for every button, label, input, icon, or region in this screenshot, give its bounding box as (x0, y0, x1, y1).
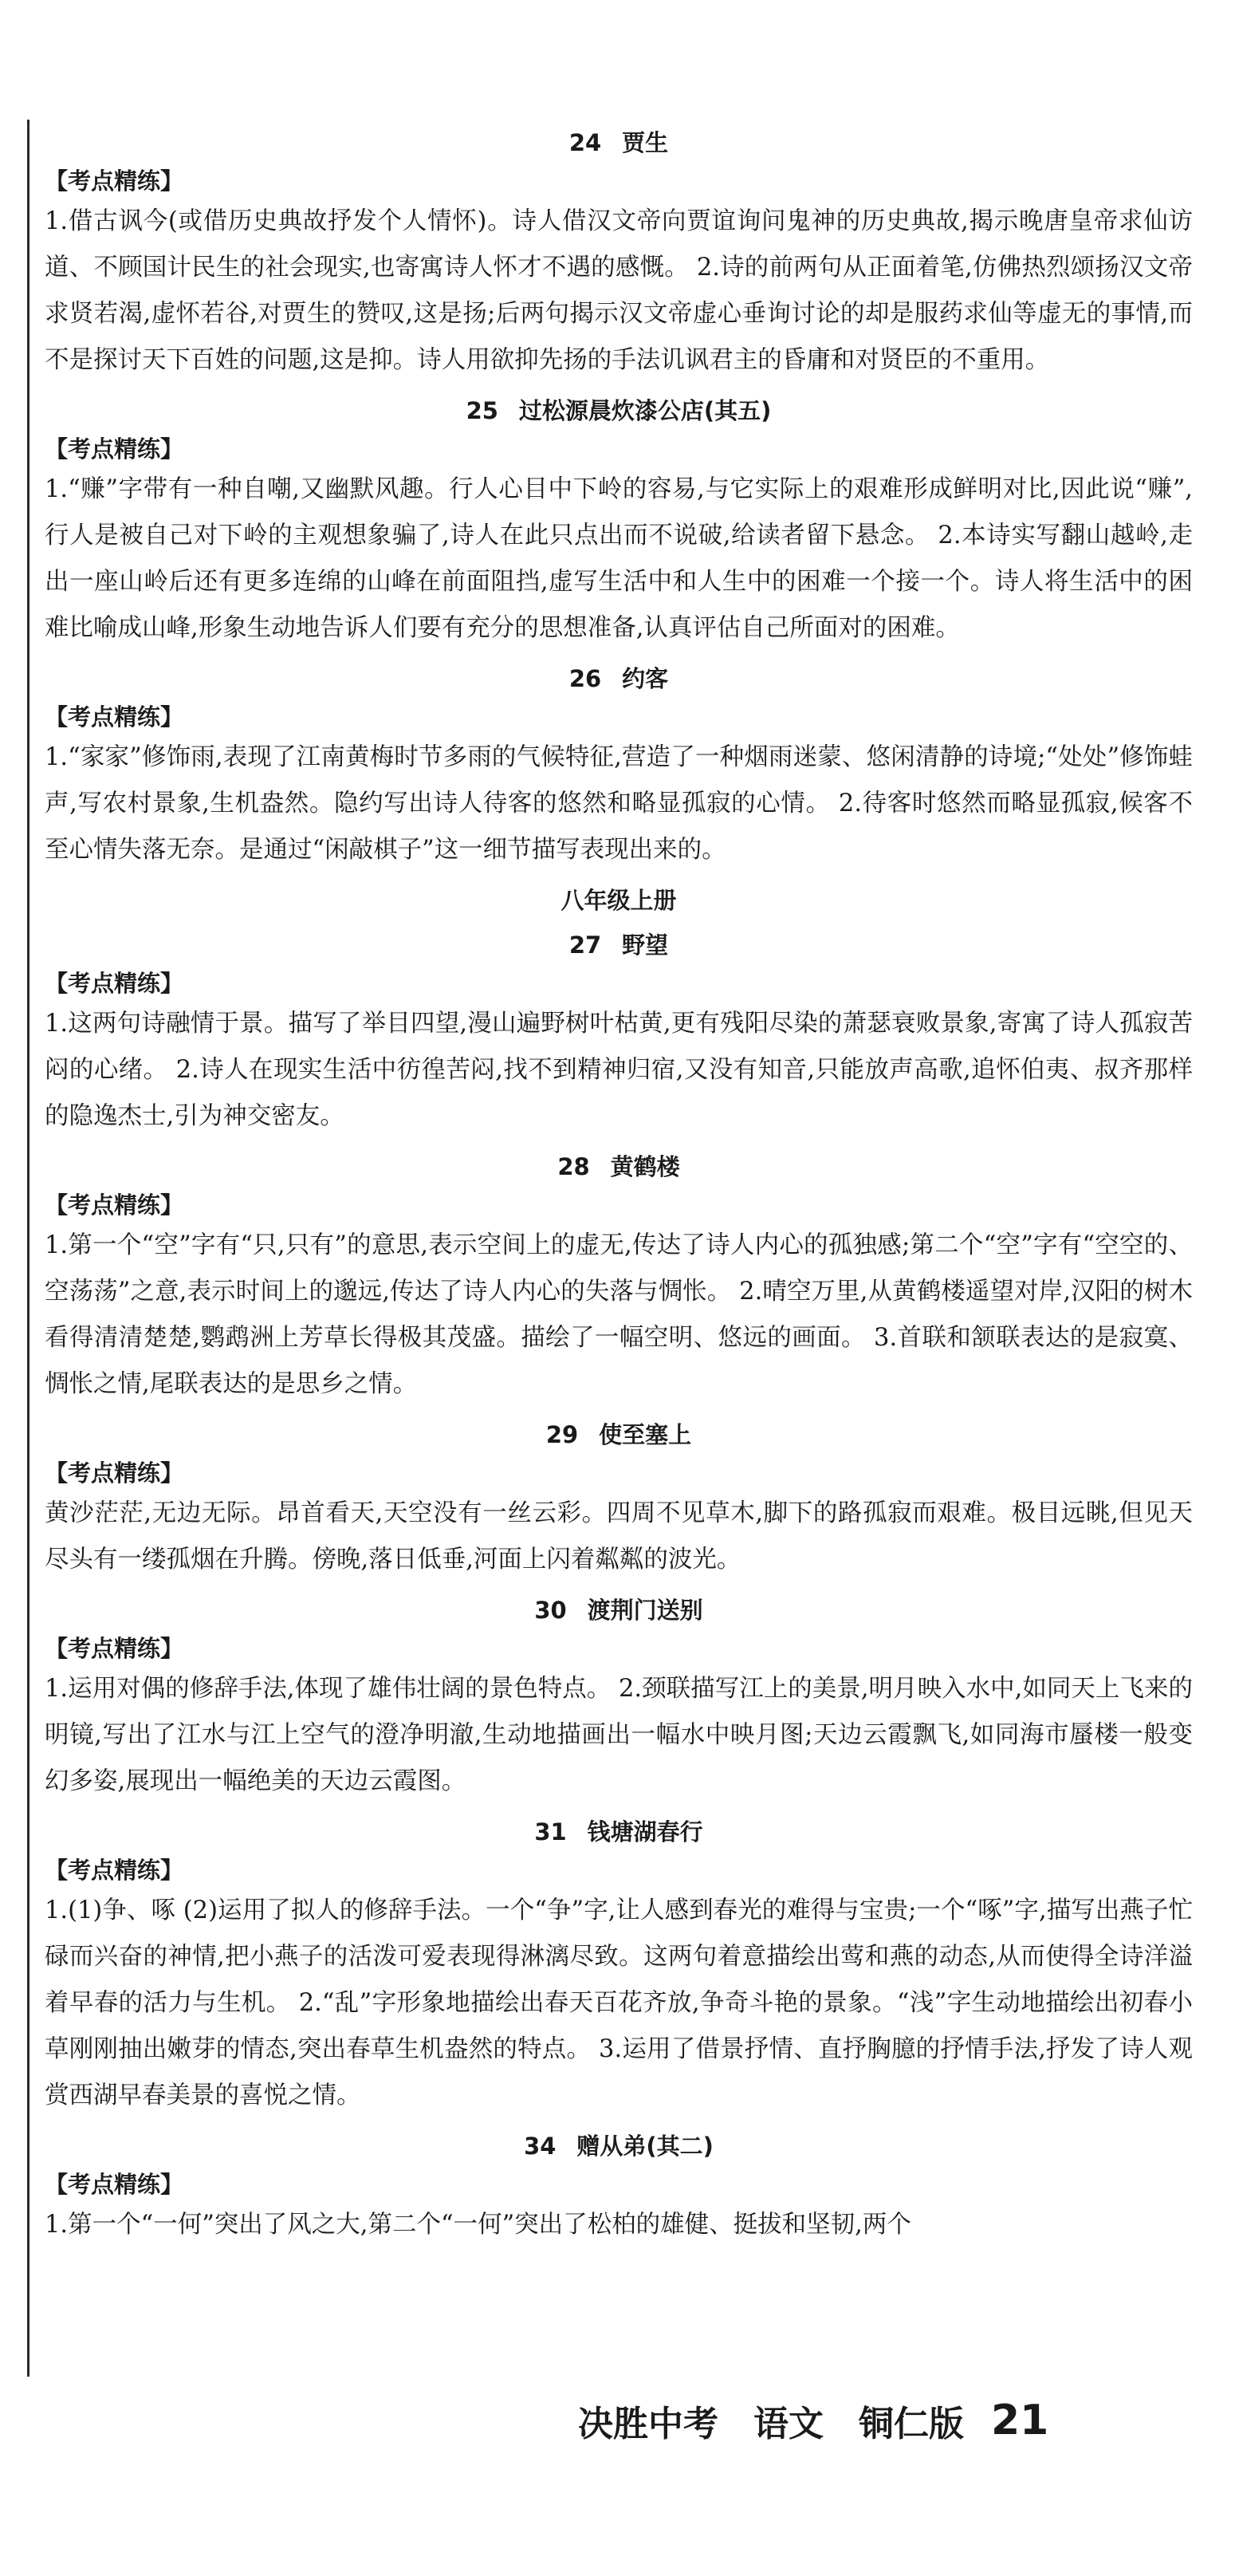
section-tag: 【考点精练】 (45, 2171, 184, 2198)
section-title: 31 钱塘湖春行 (534, 1818, 703, 1845)
footer-edition: 铜仁版 (859, 2404, 964, 2444)
section-34 (45, 2129, 1193, 2248)
section-24 (45, 125, 1193, 384)
grade-heading: 八年级上册 (560, 887, 677, 914)
section-29 (45, 1417, 1193, 1583)
footer-subject: 语文 (753, 2404, 824, 2444)
section-text: 1.“赚”字带有一种自嘲,又幽默风趣。行人心目中下岭的容易,与它实际上的艰难形成鲜明对比,因此说“赚”,行人是被自己对下岭的主观想象骗了,诗人在此只点出而不说破,给读者留下悬念。 2.本诗实写翻山越岭,走出一座山岭后还有更多连绵的山峰在前面阻挡,虚写生活中和人生中的困难一个接一个。诗人将生活中的困难比喻成山峰,形象生动地告诉人们要有充分的思想准备,认真评估自己所面对的困难。 (45, 475, 1193, 642)
section-tag: 【考点精练】 (45, 970, 184, 997)
section-text: 1.运用对偶的修辞手法,体现了雄伟壮阔的景色特点。 2.颈联描写江上的美景,明月映入水中,如同天上飞来的明镜,写出了江水与江上空气的澄净明澈,生动地描画出一幅水中映月图;天边云霞飘飞,如同海市蜃楼一般变幻多姿,展现出一幅绝美的天边云霞图。 (45, 1675, 1193, 1795)
section-30 (45, 1593, 1193, 1805)
section-tag: 【考点精练】 (45, 1191, 184, 1219)
section-tag: 【考点精练】 (45, 435, 184, 463)
section-tag: 【考点精练】 (45, 1459, 184, 1487)
section-text: 1.第一个“空”字有“只,只有”的意思,表示空间上的虚无,传达了诗人内心的孤独感;第二个“空”字有“空空的、空荡荡”之意,表示时间上的邈远,传达了诗人内心的失落与惆怅。 2.晴空万里,从黄鹤楼遥望对岸,汉阳的树木看得清清楚楚,鹦鹉洲上芳草长得极其茂盛。描绘了一幅空明、悠远的画面。 3.首联和颔联表达的是寂寞、惆怅之情,尾联表达的是思乡之情。 (45, 1231, 1193, 1398)
page-number: 21 (991, 2397, 1049, 2444)
section-title: 34 赠从弟(其二) (524, 2133, 714, 2160)
section-title: 25 过松源晨炊漆公店(其五) (466, 397, 772, 424)
section-title: 30 渡荆门送别 (534, 1597, 703, 1624)
section-title: 28 黄鹤楼 (557, 1153, 680, 1180)
section-28 (45, 1149, 1193, 1408)
section-text: 黄沙茫茫,无边无际。昂首看天,天空没有一丝云彩。四周不见草木,脚下的路孤寂而艰难。极目远眺,但见天尽头有一缕孤烟在升腾。傍晚,落日低垂,河面上闪着粼粼的波光。 (45, 1499, 1193, 1574)
margin-rule (27, 120, 29, 2377)
section-26 (45, 661, 1193, 873)
section-27 (45, 928, 1193, 1140)
section-text: 1.借古讽今(或借历史典故抒发个人情怀)。诗人借汉文帝向贾谊询问鬼神的历史典故,揭示晚唐皇帝求仙访道、不顾国计民生的社会现实,也寄寓诗人怀才不遇的感慨。 2.诗的前两句从正面着笔,仿佛热烈颂扬汉文帝求贤若渴,虚怀若谷,对贾生的赞叹,这是扬;后两句揭示汉文帝虚心垂询讨论的却是服药求仙等虚无的事情,而不是探讨天下百姓的问题,这是抑。诗人用欲抑先扬的手法讥讽君主的昏庸和对贤臣的不重用。 (45, 207, 1193, 374)
section-title: 29 使至塞上 (545, 1421, 692, 1448)
section-title: 26 约客 (568, 665, 669, 692)
section-text: 1.这两句诗融情于景。描写了举目四望,漫山遍野树叶枯黄,更有残阳尽染的萧瑟衰败景象,寄寓了诗人孤寂苦闷的心绪。 2.诗人在现实生活中彷徨苦闷,找不到精神归宿,又没有知音,只能放声高歌,追怀伯夷、叔齐那样的隐逸杰士,引为神交密友。 (45, 1010, 1193, 1130)
section-31 (45, 1814, 1193, 2119)
section-text: 1.“家家”修饰雨,表现了江南黄梅时节多雨的气候特征,营造了一种烟雨迷蒙、悠闲清静的诗境;“处处”修饰蛙声,写农村景象,生机盎然。隐约写出诗人待客的悠然和略显孤寂的心情。 2.待客时悠然而略显孤寂,候客不至心情失落无奈。是通过“闲敲棋子”这一细节描写表现出来的。 (45, 743, 1193, 864)
section-25 (45, 393, 1193, 652)
section-tag: 【考点精练】 (45, 1857, 184, 1884)
answer-content (45, 116, 1193, 2248)
section-text: 1.第一个“一何”突出了风之大,第二个“一何”突出了松柏的雄健、挺拔和坚韧,两个 (45, 2211, 911, 2239)
section-tag: 【考点精练】 (45, 167, 184, 195)
section-title: 27 野望 (568, 932, 669, 959)
section-tag: 【考点精练】 (45, 703, 184, 731)
section-text: 1.(1)争、啄 (2)运用了拟人的修辞手法。一个“争”字,让人感到春光的难得与宝贵;一个“啄”字,描写出燕子忙碌而兴奋的神情,把小燕子的活泼可爱表现得淋漓尽致。这两句着意描绘出莺和燕的动态,从而使得全诗洋溢着早春的活力与生机。 2.“乱”字形象地描绘出春天百花齐放,争奇斗艳的景象。“浅”字生动地描绘出初春小草刚刚抽出嫩芽的情态,突出春草生机盎然的特点。 3.运用了借景抒情、直抒胸臆的抒情手法,抒发了诗人观赏西湖早春美景的喜悦之情。 (45, 1897, 1193, 2109)
section-tag: 【考点精练】 (45, 1635, 184, 1662)
section-title: 24 贾生 (568, 129, 669, 156)
page-footer (578, 2397, 1072, 2444)
footer-series: 决胜中考 (578, 2404, 718, 2444)
